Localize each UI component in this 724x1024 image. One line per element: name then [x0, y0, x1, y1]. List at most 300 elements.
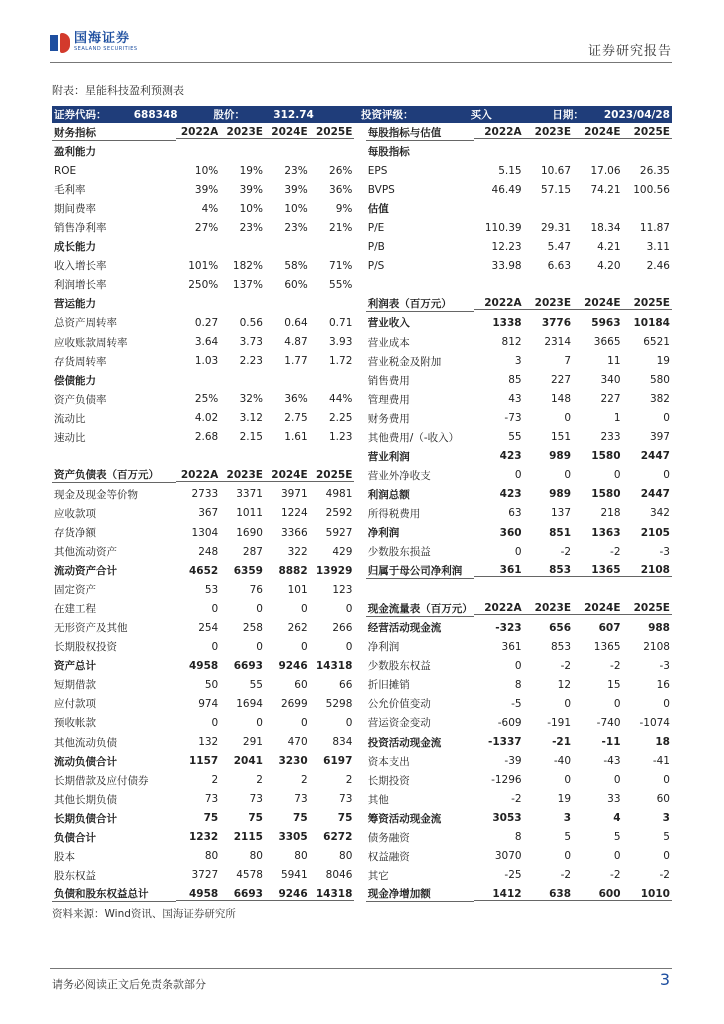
right-value-cell: 2022A	[474, 602, 523, 615]
left-value-cell: 258	[242, 621, 263, 634]
left-value-cell: 76	[249, 583, 263, 596]
left-value-cell: 5927	[325, 526, 353, 539]
left-value-cell: 2023E	[220, 126, 265, 139]
table-row	[52, 390, 672, 409]
left-value-cell: 182%	[232, 259, 263, 272]
right-value-cell: 10184	[633, 316, 670, 329]
report-type-title: 证券研究报告	[587, 44, 672, 59]
left-value-cell: 132	[198, 736, 219, 749]
left-row-label: 负债和股东权益总计	[52, 886, 176, 902]
right-row-label: 营业税金及附加	[367, 355, 442, 368]
right-value-cell: 110.39	[484, 221, 522, 234]
left-value-cell: 1224	[280, 507, 308, 520]
left-row-label: 财务指标	[52, 125, 176, 141]
left-value-cell: 1157	[189, 755, 219, 768]
left-value-cell: 19%	[239, 164, 263, 177]
right-row-label: 每股指标	[367, 146, 410, 159]
right-value-cell: -25	[504, 869, 522, 882]
source-note: 资料来源：Wind资讯、国海证券研究所	[52, 908, 236, 920]
left-row-label: 速动比	[54, 431, 86, 444]
left-row-label: 期间费率	[54, 203, 96, 216]
right-value-cell: -40	[553, 755, 572, 768]
right-value-cell: 5	[613, 831, 621, 844]
right-value-cell: 3053	[492, 812, 522, 825]
right-value-cell: -323	[495, 621, 522, 634]
right-value-cell: 26.35	[639, 164, 670, 177]
left-value-cell: 0	[256, 640, 263, 653]
left-row-label: 流动资产合计	[54, 565, 117, 578]
left-value-cell: 73	[204, 793, 219, 806]
right-value-cell: 100.56	[633, 183, 670, 196]
left-value-cell: 71%	[329, 259, 353, 272]
left-value-cell: 66	[339, 678, 353, 691]
left-value-cell: 2	[345, 774, 353, 787]
table-row	[52, 866, 672, 885]
left-value-cell: 55%	[329, 278, 353, 291]
left-row-label: 资产负债率	[54, 393, 107, 406]
right-row-label: 债务融资	[367, 831, 410, 844]
left-value-cell: 262	[287, 621, 308, 634]
left-value-cell: 3.64	[194, 336, 219, 349]
right-value-cell: 60	[656, 793, 670, 806]
forecast-table	[52, 106, 672, 904]
left-value-cell: 3.73	[239, 336, 263, 349]
left-value-cell: 254	[198, 621, 219, 634]
right-value-cell: 360	[499, 526, 522, 539]
left-value-cell: 101%	[188, 259, 219, 272]
left-row-label: ROE	[54, 164, 77, 177]
right-value-cell: 0	[663, 469, 670, 482]
page-number: 3	[659, 970, 670, 989]
left-row-label: 流动负债合计	[54, 755, 117, 768]
right-value-cell: 148	[551, 393, 572, 406]
right-value-cell: 2024E	[573, 297, 622, 310]
right-value-cell: -2	[511, 793, 522, 806]
right-value-cell: -2	[610, 545, 621, 558]
table-row	[52, 542, 672, 561]
right-value-cell: 33.98	[491, 259, 522, 272]
left-value-cell: 32%	[239, 393, 263, 406]
table-row	[52, 599, 672, 618]
right-value-cell: 2105	[640, 526, 670, 539]
right-value-cell: 3665	[593, 336, 621, 349]
right-value-cell: 2025E	[623, 297, 672, 310]
right-value-cell: 0	[663, 412, 670, 425]
left-value-cell: 2	[211, 774, 219, 787]
right-row-label: 财务费用	[367, 412, 410, 425]
right-value-cell: 0	[663, 697, 670, 710]
right-value-cell: 361	[474, 564, 523, 577]
rating-label: 投资评级：	[361, 109, 414, 121]
right-row-label: 筹资活动现金流	[367, 812, 442, 825]
table-row	[52, 123, 672, 142]
right-value-cell: 137	[551, 507, 572, 520]
left-value-cell: 75	[293, 812, 308, 825]
table-row	[52, 313, 672, 332]
left-row-label: 偿债能力	[54, 374, 96, 387]
left-value-cell: 36%	[329, 183, 353, 196]
left-row-label: 流动比	[54, 412, 86, 425]
right-row-label: 利润表（百万元）	[366, 296, 474, 312]
left-value-cell: 60%	[284, 278, 308, 291]
left-value-cell: 0	[300, 602, 308, 615]
left-row-label: 其他流动资产	[54, 546, 117, 559]
right-row-label: P/S	[367, 259, 385, 272]
left-value-cell: 367	[198, 507, 219, 520]
right-value-cell: -41	[652, 755, 670, 768]
table-row	[52, 656, 672, 675]
table-body	[52, 123, 672, 904]
right-value-cell: 1580	[591, 450, 621, 463]
left-row-label: 股本	[54, 850, 75, 863]
right-value-cell: 2023E	[524, 126, 573, 139]
right-value-cell: 11	[607, 355, 621, 368]
right-value-cell: 46.49	[491, 183, 522, 196]
right-value-cell: 33	[607, 793, 621, 806]
right-value-cell: 2.46	[646, 259, 670, 272]
left-value-cell: 291	[242, 736, 263, 749]
right-value-cell: 607	[598, 621, 621, 634]
left-value-cell: 250%	[188, 278, 219, 291]
right-value-cell: 0	[564, 412, 572, 425]
table-row	[52, 333, 672, 352]
table-row	[52, 828, 672, 847]
price-value: 312.74	[273, 108, 314, 121]
table-row	[52, 618, 672, 637]
table-row	[52, 790, 672, 809]
right-value-cell: -2	[560, 869, 572, 882]
right-value-cell: -2	[560, 545, 572, 558]
right-value-cell: 218	[600, 507, 621, 520]
table-row	[52, 847, 672, 866]
left-value-cell: 39%	[239, 183, 263, 196]
right-value-cell: 1338	[492, 316, 522, 329]
left-value-cell: 0	[211, 716, 219, 729]
right-row-label: 现金净增加额	[366, 886, 474, 902]
right-value-cell: -3	[659, 545, 670, 558]
right-value-cell: 1580	[591, 488, 621, 501]
left-value-cell: 6197	[323, 755, 353, 768]
right-value-cell: 4.21	[597, 240, 621, 253]
left-value-cell: 44%	[329, 393, 353, 406]
left-row-label: 固定资产	[54, 584, 96, 597]
right-value-cell: 3776	[541, 316, 572, 329]
right-value-cell: 0	[514, 659, 522, 672]
left-value-cell: 1694	[236, 697, 263, 710]
table-row	[52, 637, 672, 656]
right-value-cell: 57.15	[540, 183, 572, 196]
left-value-cell: 4958	[176, 888, 221, 901]
left-value-cell: 5941	[280, 869, 308, 882]
right-value-cell: 18.34	[590, 221, 621, 234]
left-value-cell: 101	[287, 583, 308, 596]
table-row	[52, 428, 672, 447]
right-value-cell: 2024E	[573, 126, 622, 139]
footer-divider	[50, 968, 672, 969]
right-row-label: 利润总额	[367, 488, 410, 501]
left-value-cell: 53	[204, 583, 219, 596]
table-row	[52, 580, 672, 599]
left-value-cell: 2023E	[220, 469, 265, 482]
left-value-cell: 21%	[329, 221, 353, 234]
right-value-cell: 151	[551, 431, 572, 444]
left-value-cell: 0	[345, 602, 353, 615]
left-value-cell: 6359	[233, 564, 263, 577]
left-value-cell: 1.61	[284, 431, 308, 444]
right-value-cell: 423	[499, 488, 522, 501]
left-row-label: 存货净额	[54, 527, 96, 539]
header-divider	[50, 62, 672, 63]
table-row	[52, 809, 672, 828]
right-value-cell: 0	[613, 850, 621, 863]
left-value-cell: 2699	[280, 697, 308, 710]
left-value-cell: 834	[332, 736, 353, 749]
left-value-cell: 4.87	[284, 336, 308, 349]
left-value-cell: 9%	[335, 202, 353, 215]
left-row-label: 营运能力	[54, 298, 96, 311]
right-row-label: 管理费用	[367, 393, 410, 406]
right-value-cell: 29.31	[540, 221, 572, 234]
right-value-cell: 2023E	[524, 297, 573, 310]
right-row-label: 营业收入	[367, 317, 410, 330]
right-value-cell: 8	[514, 678, 522, 691]
left-value-cell: 80	[204, 850, 219, 863]
right-value-cell: 2108	[623, 564, 672, 577]
left-value-cell: 3366	[280, 526, 308, 539]
right-row-label: 投资活动现金流	[367, 736, 442, 749]
left-value-cell: 0	[345, 640, 353, 653]
right-value-cell: -2	[610, 869, 621, 882]
logo-chinese-name: 国海证券	[74, 31, 131, 46]
stock-code-value: 688348	[133, 108, 178, 121]
right-value-cell: 8	[514, 831, 522, 844]
right-value-cell: 989	[549, 450, 572, 463]
date-label: 日期：	[552, 109, 584, 121]
left-row-label: 盈利能力	[54, 146, 96, 159]
left-row-label: 长期股权投资	[54, 641, 117, 654]
right-row-label: 其它	[367, 869, 389, 882]
left-value-cell: 4%	[201, 202, 219, 215]
right-value-cell: 382	[649, 393, 670, 406]
right-value-cell: 2447	[640, 488, 670, 501]
right-value-cell: 43	[508, 393, 522, 406]
right-value-cell: -191	[547, 716, 572, 729]
right-value-cell: 233	[600, 431, 621, 444]
left-value-cell: 1.77	[284, 355, 308, 368]
right-row-label: 营运资金变动	[367, 717, 431, 730]
right-row-label: 折旧摊销	[367, 679, 410, 692]
left-value-cell: 2041	[233, 755, 263, 768]
left-row-label: 股东权益	[54, 869, 96, 882]
left-value-cell: 974	[198, 697, 219, 710]
right-value-cell: 342	[649, 507, 670, 520]
left-value-cell: 0	[256, 716, 263, 729]
left-value-cell: 2115	[233, 831, 263, 844]
left-value-cell: 26%	[329, 164, 353, 177]
left-row-label: 毛利率	[54, 184, 86, 197]
left-row-label: 预收帐款	[54, 717, 96, 730]
right-value-cell: 6521	[643, 336, 670, 349]
right-value-cell: 7	[564, 355, 572, 368]
left-value-cell: 14318	[315, 659, 353, 672]
right-value-cell: 361	[501, 640, 522, 653]
left-value-cell: 2025E	[310, 469, 355, 482]
price-label: 股价：	[213, 109, 245, 121]
stock-info-bar	[52, 106, 672, 123]
right-value-cell: -740	[596, 716, 621, 729]
left-row-label: 利润增长率	[54, 279, 107, 292]
left-value-cell: 4578	[236, 869, 263, 882]
left-value-cell: 1304	[191, 526, 219, 539]
right-value-cell: -1337	[487, 736, 522, 749]
right-row-label: 少数股东损益	[367, 546, 431, 559]
left-value-cell: 2024E	[265, 126, 310, 139]
right-value-cell: 340	[600, 374, 621, 387]
right-value-cell: 1412	[474, 888, 523, 901]
left-value-cell: 0	[256, 602, 263, 615]
right-value-cell: 656	[549, 621, 572, 634]
right-row-label: 其他	[367, 793, 389, 806]
left-value-cell: 5298	[325, 697, 353, 710]
right-value-cell: 2022A	[474, 126, 523, 139]
right-value-cell: 0	[613, 469, 621, 482]
right-value-cell: 600	[573, 888, 622, 901]
right-value-cell: 1365	[573, 564, 622, 577]
right-value-cell: -43	[603, 755, 621, 768]
stock-code-label: 证券代码：	[54, 109, 107, 121]
table-row	[52, 561, 672, 580]
left-value-cell: 36%	[284, 393, 308, 406]
right-row-label: 权益融资	[367, 850, 410, 863]
right-value-cell: 15	[607, 678, 621, 691]
left-row-label: 无形资产及其他	[54, 622, 128, 635]
table-row	[52, 504, 672, 523]
left-value-cell: 4958	[189, 659, 219, 672]
right-value-cell: 4.20	[597, 259, 621, 272]
right-value-cell: 5.47	[547, 240, 572, 253]
left-value-cell: 23%	[284, 164, 308, 177]
left-value-cell: 73	[339, 793, 353, 806]
left-value-cell: 1232	[189, 831, 219, 844]
table-row	[52, 237, 672, 256]
left-row-label: 总资产周转率	[54, 317, 117, 330]
right-value-cell: 16	[656, 678, 670, 691]
right-value-cell: -11	[601, 736, 621, 749]
right-value-cell: 2022A	[474, 297, 523, 310]
left-value-cell: 2022A	[176, 469, 221, 482]
left-value-cell: 1.03	[194, 355, 219, 368]
right-value-cell: 5	[564, 831, 572, 844]
table-row	[52, 199, 672, 218]
left-value-cell: 80	[294, 850, 308, 863]
left-value-cell: 2	[300, 774, 308, 787]
right-row-label: 归属于母公司净利润	[366, 563, 474, 579]
right-row-label: 公允价值变动	[367, 698, 431, 711]
right-value-cell: 12	[557, 678, 572, 691]
right-value-cell: 851	[549, 526, 572, 539]
left-value-cell: 0.64	[284, 316, 308, 329]
left-row-label: 负债合计	[54, 831, 96, 844]
right-value-cell: 227	[600, 393, 621, 406]
right-value-cell: -2	[560, 659, 572, 672]
right-row-label: BVPS	[367, 183, 395, 196]
right-row-label: 营业利润	[367, 450, 410, 463]
right-value-cell: 988	[648, 621, 670, 634]
right-value-cell: -2	[659, 869, 670, 882]
left-value-cell: 75	[203, 812, 219, 825]
left-value-cell: 3971	[280, 488, 308, 501]
left-value-cell: 0	[345, 716, 353, 729]
right-value-cell: 1363	[591, 526, 621, 539]
right-row-label: 估值	[367, 203, 389, 216]
table-row	[52, 275, 672, 294]
table-row	[52, 694, 672, 713]
right-value-cell: 1	[613, 412, 621, 425]
left-value-cell: 73	[294, 793, 308, 806]
left-value-cell: 287	[242, 545, 263, 558]
left-value-cell: 2025E	[310, 126, 355, 139]
left-value-cell: 6693	[220, 888, 265, 901]
table-row	[52, 523, 672, 542]
left-value-cell: 123	[332, 583, 353, 596]
right-value-cell: 6.63	[547, 259, 572, 272]
right-value-cell: 4	[613, 812, 621, 825]
rating-value: 买入	[470, 109, 492, 121]
left-value-cell: 429	[332, 545, 353, 558]
left-value-cell: 0	[211, 640, 219, 653]
left-value-cell: 2.23	[239, 355, 263, 368]
left-value-cell: 4.02	[194, 412, 219, 425]
left-value-cell: 3371	[236, 488, 263, 501]
right-row-label: 销售费用	[367, 374, 410, 387]
left-value-cell: 2024E	[265, 469, 310, 482]
left-row-label: 存货周转率	[54, 355, 107, 368]
right-value-cell: 853	[551, 640, 572, 653]
right-value-cell: 2108	[643, 640, 670, 653]
right-value-cell: -2	[610, 659, 621, 672]
right-value-cell: -5	[511, 697, 522, 710]
left-value-cell: 137%	[232, 278, 263, 291]
right-row-label: 经营活动现金流	[367, 622, 442, 635]
left-row-label: 长期借款及应付债券	[54, 774, 149, 787]
left-value-cell: 3727	[191, 869, 219, 882]
right-value-cell: 580	[649, 374, 670, 387]
left-row-label: 长期负债合计	[54, 812, 117, 825]
table-row	[52, 713, 672, 732]
left-value-cell: 1690	[236, 526, 263, 539]
left-value-cell: 55	[249, 678, 263, 691]
right-value-cell: 3	[563, 812, 572, 825]
table-row	[52, 771, 672, 790]
right-value-cell: 397	[649, 431, 670, 444]
left-value-cell: 75	[248, 812, 263, 825]
table-row	[52, 885, 672, 904]
right-value-cell: 2023E	[524, 602, 573, 615]
left-value-cell: 6693	[233, 659, 263, 672]
right-value-cell: 1010	[623, 888, 672, 901]
left-row-label: 收入增长率	[54, 260, 107, 273]
right-row-label: 少数股东权益	[367, 660, 431, 673]
left-value-cell: 8046	[325, 869, 353, 882]
right-row-label: 资本支出	[367, 755, 410, 768]
left-value-cell: 60	[294, 678, 308, 691]
left-value-cell: 23%	[239, 221, 263, 234]
sealand-logo-icon	[50, 33, 70, 53]
right-value-cell: 0	[613, 774, 621, 787]
table-row	[52, 371, 672, 390]
right-value-cell: 0	[564, 850, 572, 863]
right-row-label: 其他费用/（-收入）	[367, 431, 460, 444]
